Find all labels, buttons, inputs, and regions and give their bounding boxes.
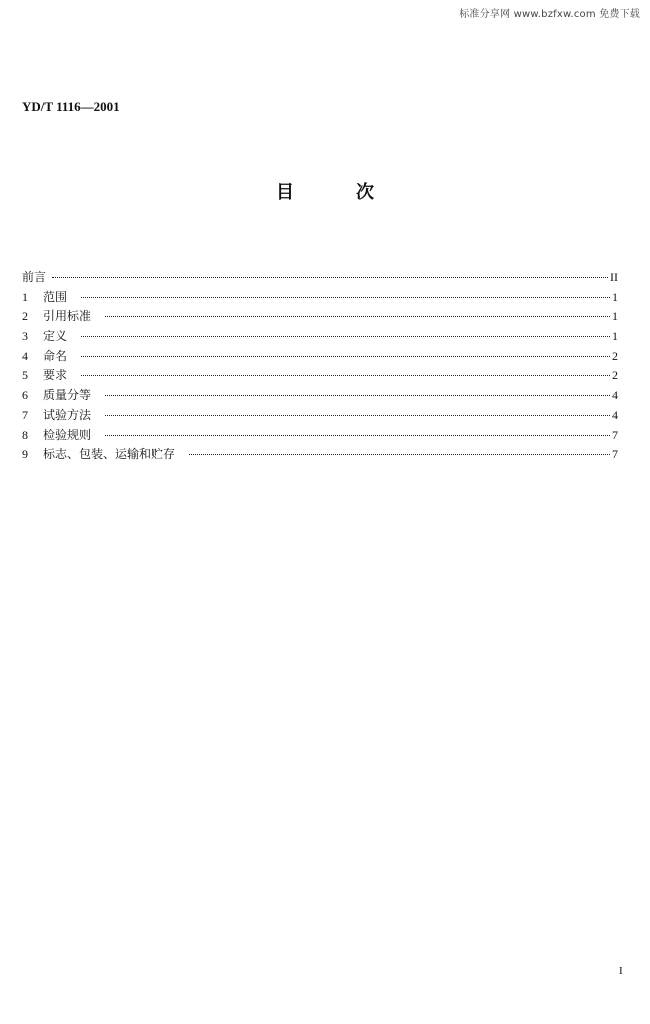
toc-entry-page: 1	[612, 329, 618, 344]
toc-entry-number: 6	[22, 388, 28, 403]
toc-entry-quality-grading[interactable]	[22, 386, 618, 406]
toc-entry-label: 质量分等	[43, 388, 92, 403]
toc-entry-scope[interactable]	[22, 288, 618, 308]
standard-code: YD/T 1116—2001	[22, 99, 120, 114]
toc-entry-test-methods[interactable]	[22, 406, 618, 426]
toc-entry-page: 2	[612, 348, 618, 363]
toc-entry-naming[interactable]	[22, 347, 618, 367]
toc-title: 目次	[276, 182, 436, 203]
toc-entry-label: 检验规则	[43, 427, 92, 442]
toc-entry-label: 范围	[43, 289, 68, 304]
toc-entry-label: 试验方法	[43, 407, 92, 422]
dot-leader	[189, 454, 610, 455]
toc-entry-label: 要求	[43, 368, 68, 383]
dot-leader	[81, 356, 610, 357]
watermark-text: 标准分享网 www.bzfxw.com 免费下载	[459, 9, 640, 20]
toc-entry-normative-references[interactable]	[22, 307, 618, 327]
toc-entry-foreword[interactable]	[22, 268, 618, 288]
toc-entry-page: 7	[612, 447, 618, 462]
toc-entry-label: 前言	[22, 270, 47, 284]
toc-entry-number: 2	[22, 309, 28, 324]
toc-entry-number: 8	[22, 427, 28, 442]
toc-entry-label: 命名	[43, 348, 68, 363]
toc-entry-page: 7	[612, 427, 618, 442]
toc-entry-page: 4	[612, 407, 618, 422]
toc-entry-definitions[interactable]	[22, 327, 618, 347]
toc-entry-number: 3	[22, 329, 28, 344]
toc-entry-number: 9	[22, 447, 28, 462]
toc-entry-label: 标志、包装、运输和贮存	[43, 447, 176, 462]
toc-entry-requirements[interactable]	[22, 366, 618, 386]
toc-entry-page: 2	[612, 368, 618, 383]
dot-leader	[105, 415, 610, 416]
toc-entry-number: 5	[22, 368, 28, 383]
dot-leader	[81, 297, 610, 298]
dot-leader	[105, 435, 610, 436]
toc-entry-number: 1	[22, 289, 28, 304]
dot-leader	[81, 375, 610, 376]
dot-leader	[105, 316, 610, 317]
toc-entry-page: 1	[612, 309, 618, 324]
dot-leader	[52, 277, 608, 278]
dot-leader	[81, 336, 610, 337]
toc-entry-page: II	[610, 270, 618, 284]
toc-entry-number: 7	[22, 407, 28, 422]
toc-entry-page: 1	[612, 289, 618, 304]
toc-entry-page: 4	[612, 388, 618, 403]
toc-entry-marking-packaging[interactable]	[22, 445, 618, 465]
toc-entry-number: 4	[22, 348, 28, 363]
toc-entry-label: 引用标准	[43, 309, 92, 324]
toc-entry-label: 定义	[43, 329, 68, 344]
table-of-contents	[22, 268, 618, 465]
dot-leader	[105, 395, 610, 396]
toc-entry-inspection-rules[interactable]	[22, 426, 618, 446]
page-number: I	[619, 965, 623, 977]
